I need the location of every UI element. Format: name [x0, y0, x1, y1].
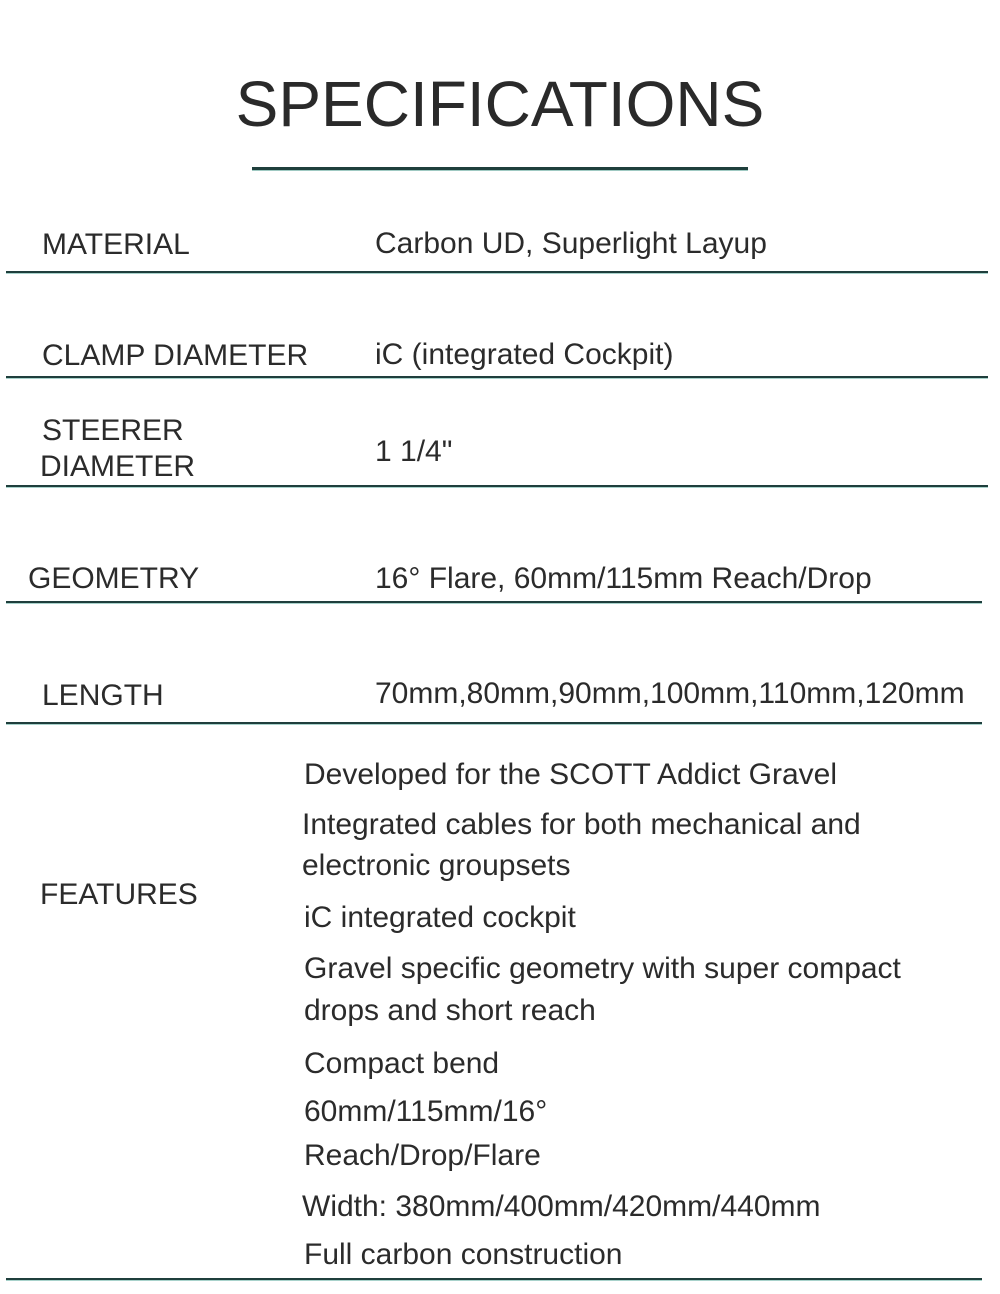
feature-line: Full carbon construction: [304, 1238, 623, 1271]
clamp-diameter-label: CLAMP DIAMETER: [42, 339, 309, 372]
steerer-diameter-label-line1: STEERER: [42, 414, 184, 447]
feature-line: drops and short reach: [304, 994, 596, 1027]
steerer-diameter-label-line2: DIAMETER: [40, 450, 196, 483]
row-divider-length: [6, 722, 982, 725]
row-divider-clamp: [6, 376, 988, 379]
feature-line: Width: 380mm/400mm/420mm/440mm: [302, 1190, 821, 1223]
feature-line: Developed for the SCOTT Addict Gravel: [304, 758, 838, 791]
feature-line: Compact bend: [304, 1047, 500, 1080]
steerer-diameter-value: 1 1/4": [375, 435, 453, 468]
feature-line: 60mm/115mm/16°: [304, 1095, 548, 1128]
geometry-label: GEOMETRY: [28, 562, 200, 595]
features-label: FEATURES: [40, 878, 198, 911]
material-value: Carbon UD, Superlight Layup: [375, 227, 767, 260]
feature-line: iC integrated cockpit: [304, 901, 576, 934]
geometry-value: 16° Flare, 60mm/115mm Reach/Drop: [375, 562, 872, 595]
row-divider-features: [6, 1278, 982, 1281]
page-title: SPECIFICATIONS: [235, 68, 765, 140]
title-divider: [252, 167, 748, 171]
feature-line: Integrated cables for both mechanical and: [302, 808, 861, 841]
feature-line: Reach/Drop/Flare: [304, 1139, 541, 1172]
row-divider-geometry: [6, 601, 982, 604]
row-divider-steerer: [6, 485, 988, 488]
clamp-diameter-value: iC (integrated Cockpit): [375, 338, 674, 371]
length-value: 70mm,80mm,90mm,100mm,110mm,120mm: [375, 677, 965, 710]
row-divider-material: [6, 271, 988, 274]
material-label: MATERIAL: [42, 228, 190, 261]
feature-line: Gravel specific geometry with super compact: [304, 952, 901, 985]
length-label: LENGTH: [42, 679, 164, 712]
feature-line: electronic groupsets: [302, 849, 571, 882]
